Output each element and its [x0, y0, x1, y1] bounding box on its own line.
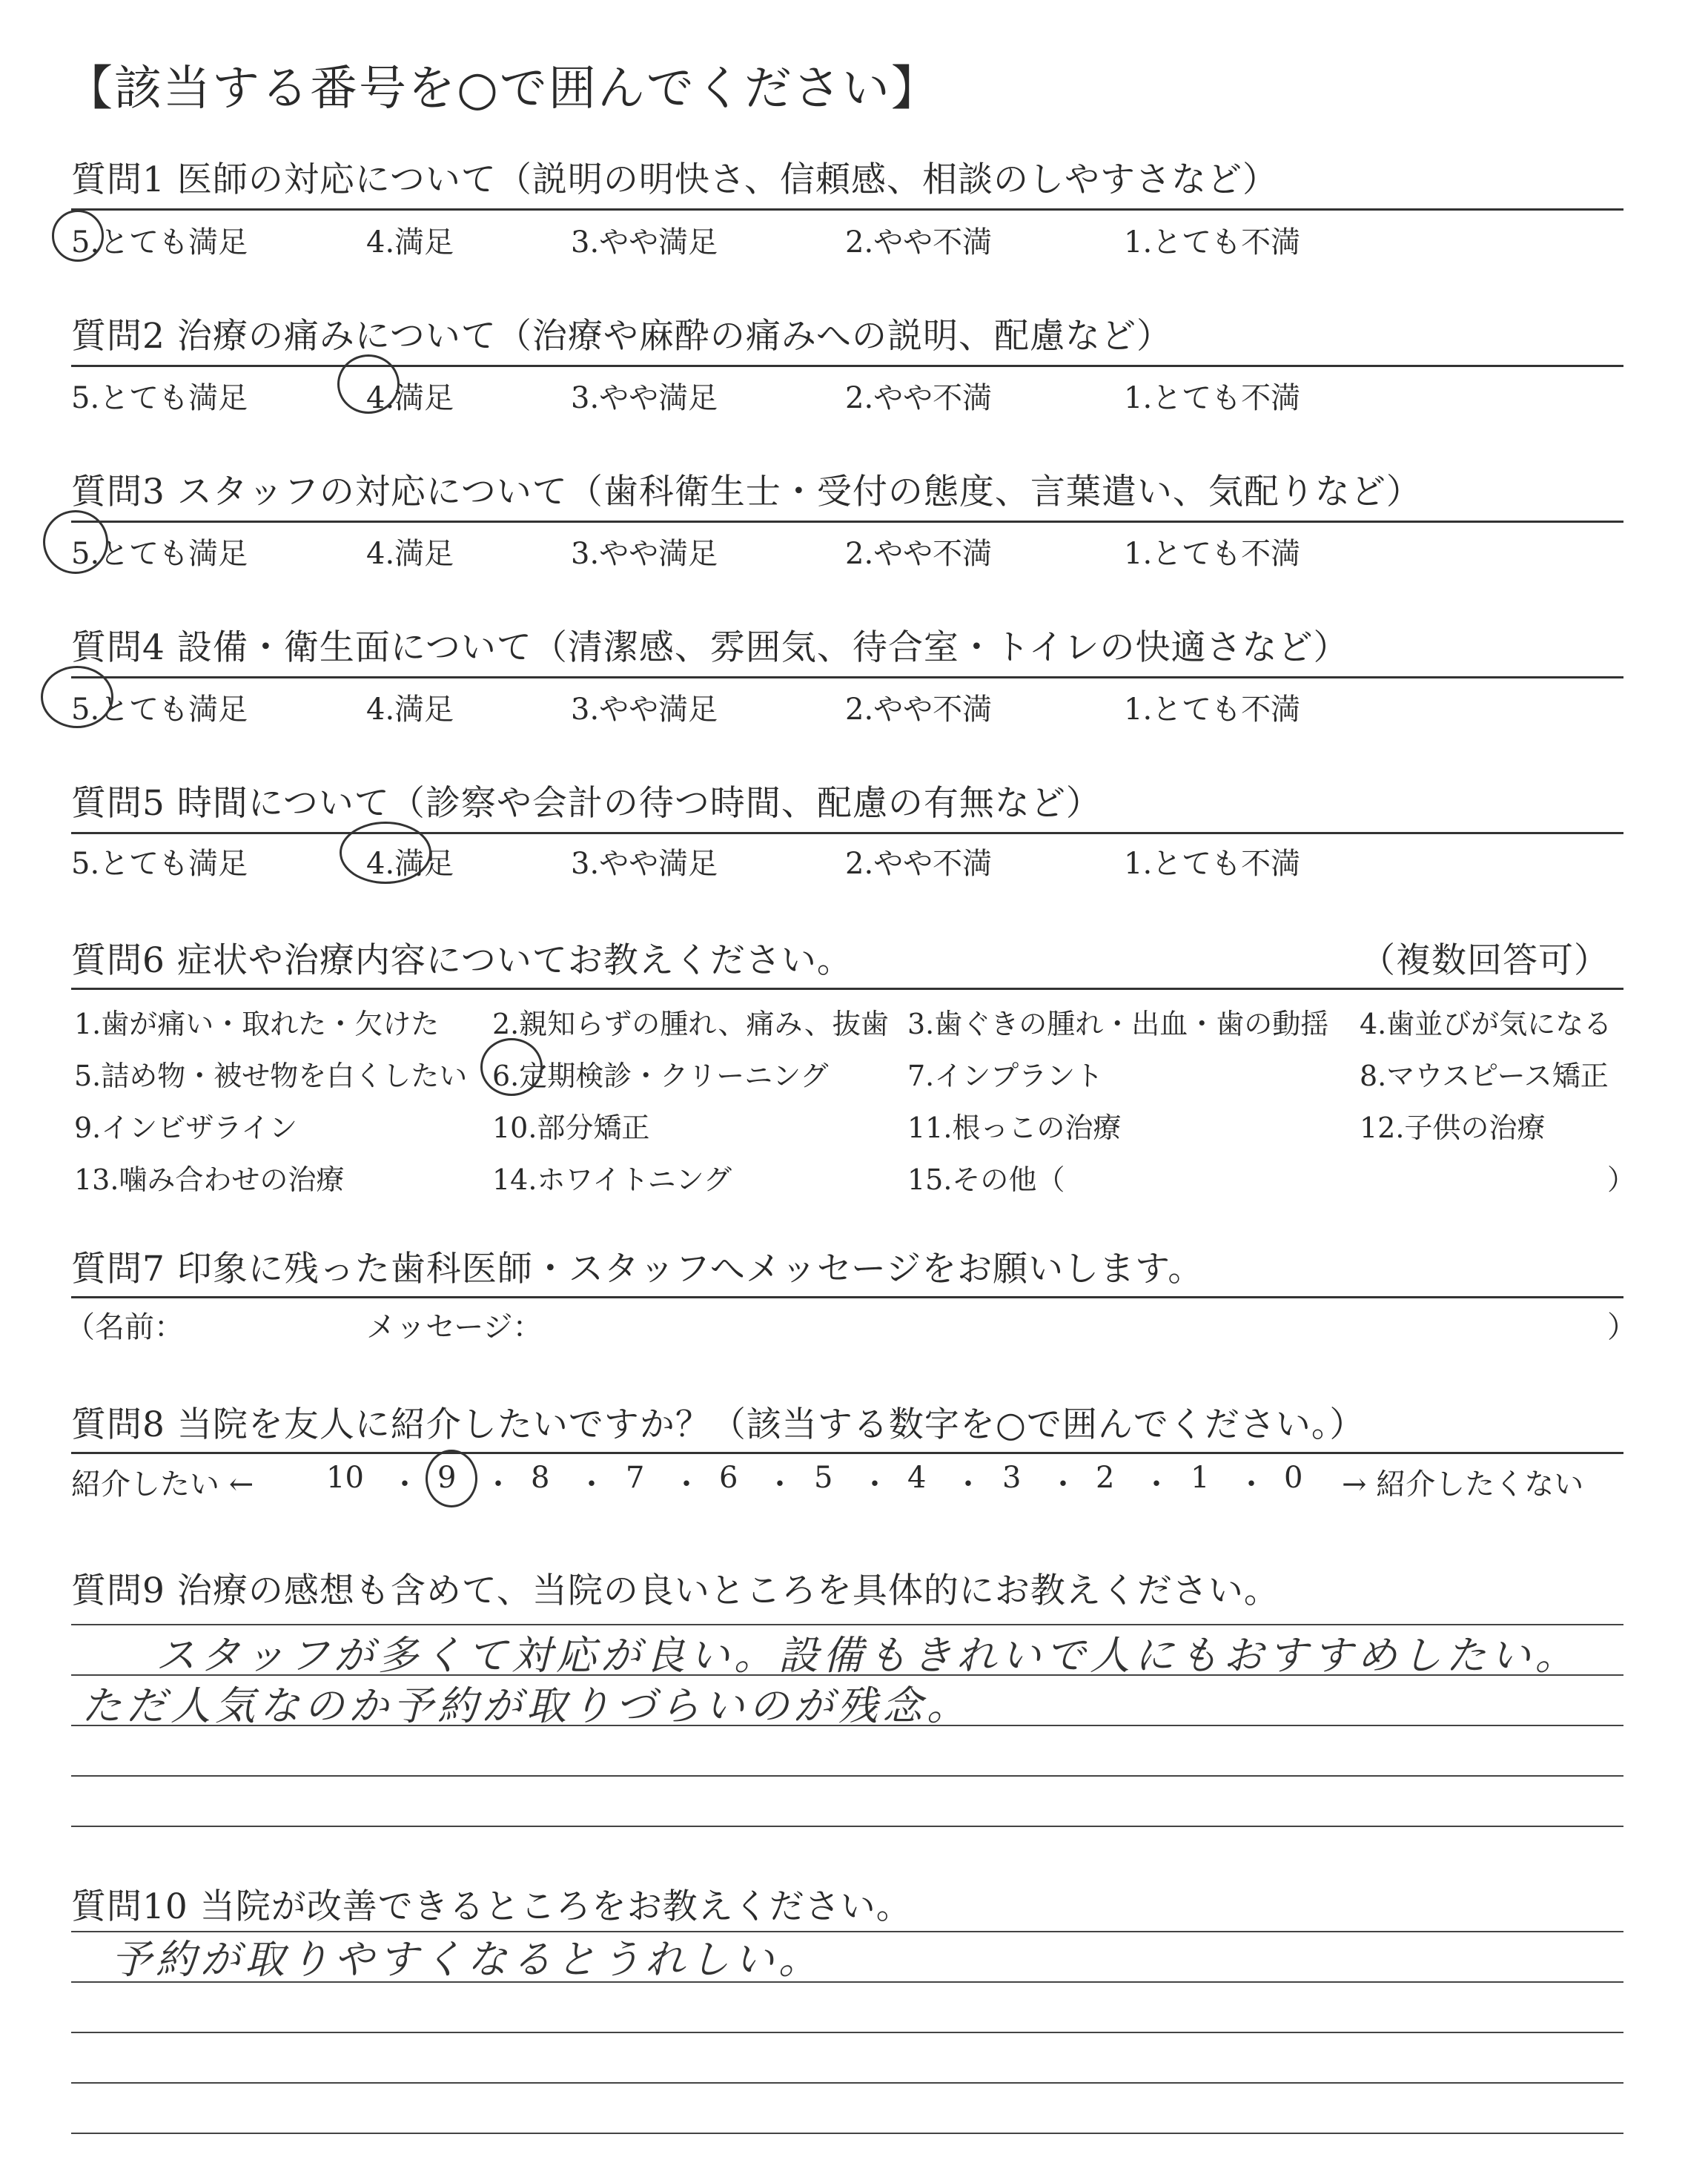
q8-scale-10[interactable]: 10 [326, 1461, 364, 1495]
q6-other-close-paren: ） [1607, 1163, 1636, 1196]
q8-separator: ・ [1237, 1467, 1266, 1502]
q10-answer-line [71, 2082, 1623, 2084]
q2-option-1[interactable]: 1.とても不満 [1124, 381, 1301, 415]
q1-selection-circle [52, 210, 104, 262]
q6-option-1[interactable]: 1.歯が痛い・取れた・欠けた [74, 1008, 440, 1040]
q5-option-5[interactable]: 5.とても満足 [71, 847, 248, 881]
q8-scale-0[interactable]: 0 [1284, 1461, 1303, 1495]
q10-answer-line [71, 2133, 1623, 2134]
q2-option-2[interactable]: 2.やや不満 [845, 381, 993, 415]
q5-rule [71, 832, 1623, 834]
q6-rule [71, 988, 1623, 990]
q2-option-3[interactable]: 3.やや満足 [571, 381, 718, 415]
q6-option-8[interactable]: 8.マウスピース矯正 [1360, 1060, 1609, 1092]
q8-right-label: → 紹介したくない [1342, 1467, 1584, 1502]
q1-rule [71, 208, 1623, 211]
q3-option-2[interactable]: 2.やや不満 [845, 537, 993, 571]
q8-scale-6[interactable]: 6 [719, 1461, 738, 1495]
q8-title: 質問8 当院を友人に紹介したいですか？（該当する数字を○で囲んでください。） [71, 1404, 1366, 1445]
q6-option-14[interactable]: 14.ホワイトニング [492, 1163, 732, 1196]
q8-separator: ・ [577, 1467, 606, 1502]
q9-handwritten-answer-line-1: スタッフが多くて対応が良い。設備もきれいで人にもおすすめしたい。 [156, 1632, 1580, 1679]
q8-separator: ・ [483, 1467, 513, 1502]
q3-option-5[interactable]: 5.とても満足 [71, 537, 248, 571]
q6-option-7[interactable]: 7.インプラント [907, 1060, 1104, 1092]
q8-separator: ・ [765, 1467, 795, 1502]
q8-separator: ・ [860, 1467, 890, 1502]
q8-separator: ・ [390, 1467, 420, 1502]
q2-option-4[interactable]: 4.満足 [366, 381, 454, 415]
q8-scale-4[interactable]: 4 [907, 1461, 927, 1495]
q5-option-1[interactable]: 1.とても不満 [1124, 847, 1301, 881]
q8-rule [71, 1452, 1623, 1454]
q8-separator: ・ [672, 1467, 701, 1502]
q7-rule [71, 1296, 1623, 1298]
q8-scale-8[interactable]: 8 [531, 1461, 550, 1495]
q7-name-label: （名前： [65, 1310, 184, 1344]
q5-option-3[interactable]: 3.やや満足 [571, 847, 718, 881]
q4-option-5[interactable]: 5.とても満足 [71, 693, 248, 727]
q6-option-5[interactable]: 5.詰め物・被せ物を白くしたい [74, 1060, 468, 1092]
q5-option-2[interactable]: 2.やや不満 [845, 847, 993, 881]
q1-option-1[interactable]: 1.とても不満 [1124, 225, 1301, 260]
q7-title: 質問7 印象に残った歯科医師・スタッフへメッセージをお願いします。 [71, 1249, 1204, 1289]
q8-scale-3[interactable]: 3 [1002, 1461, 1022, 1495]
q8-scale-5[interactable]: 5 [814, 1461, 833, 1495]
q6-selection-circle [480, 1038, 543, 1096]
q3-option-1[interactable]: 1.とても不満 [1124, 537, 1301, 571]
q6-option-2[interactable]: 2.親知らずの腫れ、痛み、抜歯 [492, 1008, 889, 1040]
q10-handwritten-answer: 予約が取りやすくなるとうれしい。 [111, 1936, 823, 1983]
q6-option-13[interactable]: 13.噛み合わせの治療 [74, 1163, 345, 1196]
q8-scale-1[interactable]: 1 [1191, 1461, 1210, 1495]
q6-option-9[interactable]: 9.インビザライン [74, 1112, 298, 1144]
q1-title: 質問1 医師の対応について（説明の明快さ、信頼感、相談のしやすさなど） [71, 159, 1279, 200]
q6-option-11[interactable]: 11.根っこの治療 [907, 1112, 1122, 1144]
page-header: 【該当する番号を○で囲んでください】 [65, 62, 940, 116]
q4-option-1[interactable]: 1.とても不満 [1124, 693, 1301, 727]
q3-option-4[interactable]: 4.満足 [366, 537, 454, 571]
q2-option-5[interactable]: 5.とても満足 [71, 381, 248, 415]
q9-handwritten-answer-line-2: ただ人気なのか予約が取りづらいのが残念。 [82, 1682, 971, 1729]
q2-rule [71, 365, 1623, 367]
q2-selection-circle [337, 354, 400, 414]
q2-title: 質問2 治療の痛みについて（治療や麻酔の痛みへの説明、配慮など） [71, 316, 1172, 357]
q3-selection-circle [43, 510, 108, 574]
q1-option-5[interactable]: 5.とても満足 [71, 225, 248, 260]
q4-title: 質問4 設備・衛生面について（清潔感、雰囲気、待合室・トイレの快適さなど） [71, 627, 1349, 668]
q8-scale-2[interactable]: 2 [1096, 1461, 1115, 1495]
q8-left-label: 紹介したい ← [71, 1467, 254, 1502]
q3-title: 質問3 スタッフの対応について（歯科衛生士・受付の態度、言葉遣い、気配りなど） [71, 472, 1422, 512]
q3-rule [71, 521, 1623, 523]
q4-option-3[interactable]: 3.やや満足 [571, 693, 718, 727]
q8-separator: ・ [1142, 1467, 1171, 1502]
q8-selection-circle [426, 1450, 477, 1507]
q6-option-3[interactable]: 3.歯ぐきの腫れ・出血・歯の動揺 [907, 1008, 1329, 1040]
q1-option-2[interactable]: 2.やや不満 [845, 225, 993, 260]
q5-option-4[interactable]: 4.満足 [366, 847, 454, 881]
q8-scale-9[interactable]: 9 [437, 1461, 457, 1495]
q9-answer-line [71, 1826, 1623, 1827]
q4-rule [71, 676, 1623, 678]
q4-option-4[interactable]: 4.満足 [366, 693, 454, 727]
q3-option-3[interactable]: 3.やや満足 [571, 537, 718, 571]
q1-option-4[interactable]: 4.満足 [366, 225, 454, 260]
q7-close-paren: ） [1607, 1310, 1637, 1344]
q4-option-2[interactable]: 2.やや不満 [845, 693, 993, 727]
q10-answer-line [71, 2032, 1623, 2033]
q6-note: （複数回答可） [1360, 940, 1609, 981]
q5-selection-circle [340, 822, 431, 884]
q6-title: 質問6 症状や治療内容についてお教えください。 [71, 940, 853, 981]
q8-separator: ・ [953, 1467, 983, 1502]
q6-option-6[interactable]: 6.定期検診・クリーニング [492, 1060, 829, 1092]
q7-message-label: メッセージ： [366, 1310, 543, 1344]
q4-selection-circle [41, 666, 113, 728]
q6-option-12[interactable]: 12.子供の治療 [1360, 1112, 1546, 1144]
q10-title: 質問10 当院が改善できるところをお教えください。 [71, 1886, 912, 1927]
q5-title: 質問5 時間について（診察や会計の待つ時間、配慮の有無など） [71, 783, 1102, 824]
q6-option-4[interactable]: 4.歯並びが気になる [1360, 1008, 1612, 1040]
q9-title: 質問9 治療の感想も含めて、当院の良いところを具体的にお教えください。 [71, 1571, 1280, 1611]
q8-scale-7[interactable]: 7 [626, 1461, 645, 1495]
q1-option-3[interactable]: 3.やや満足 [571, 225, 718, 260]
q9-answer-line [71, 1775, 1623, 1777]
q6-option-10[interactable]: 10.部分矯正 [492, 1112, 650, 1144]
q6-option-15[interactable]: 15.その他（ [907, 1163, 1065, 1196]
q8-separator: ・ [1048, 1467, 1078, 1502]
